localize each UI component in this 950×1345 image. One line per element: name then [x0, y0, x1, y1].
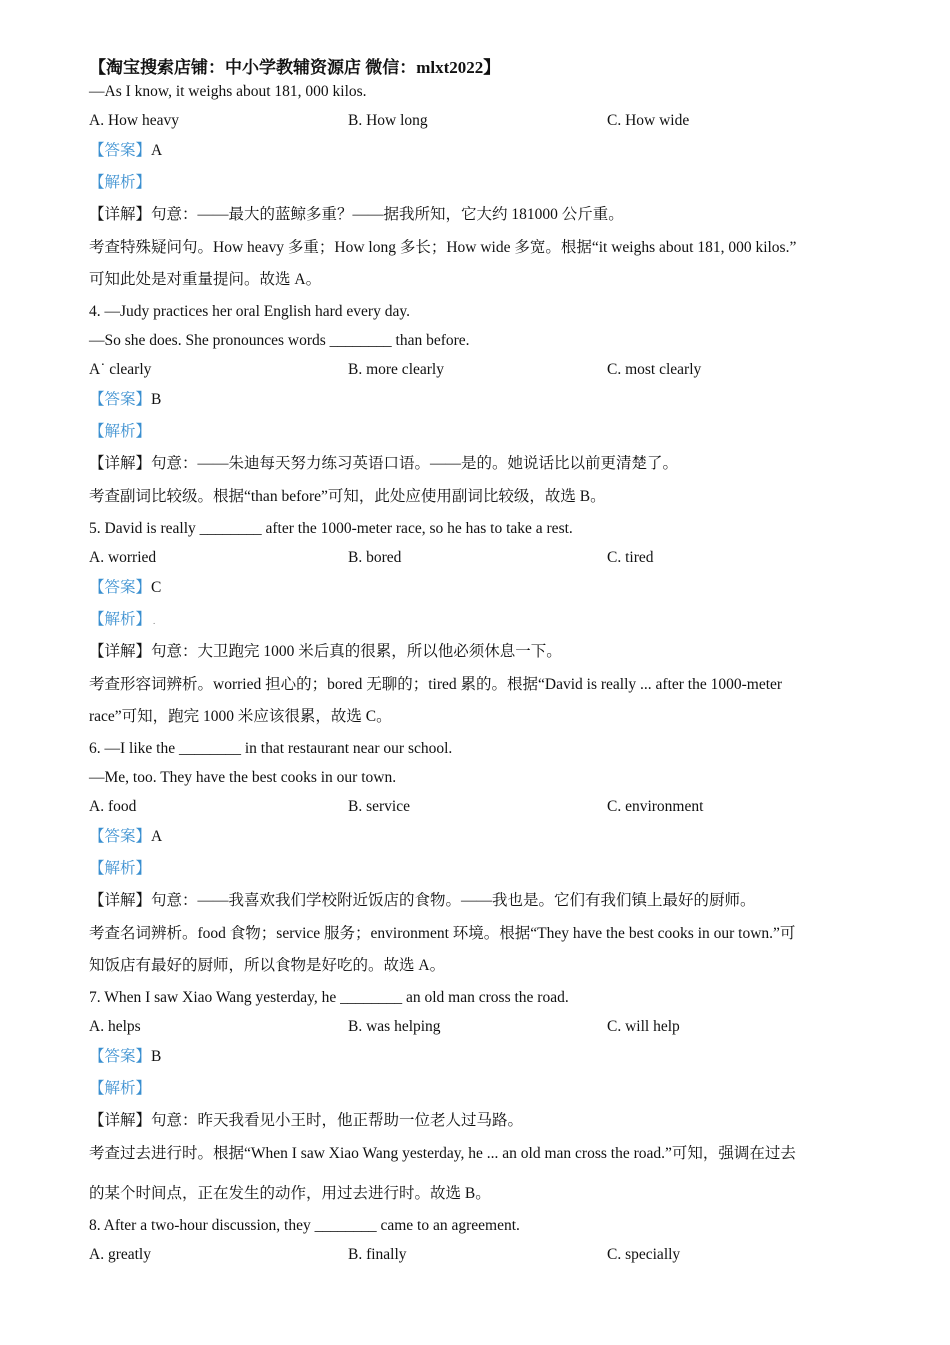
explanation-line: 考查名词辨析。food 食物；service 服务；environment 环境。根据“They have the best cooks in our town.”可: [89, 925, 796, 942]
detail-text: 句意：——朱迪每天努力练习英语口语。——是的。她说话比以前更清楚了。: [151, 455, 679, 472]
analysis-tag: 【解析】: [89, 611, 152, 628]
question-stem: 4. —Judy practices her oral English hard every day.: [89, 303, 410, 320]
option-a: A. worried: [89, 549, 157, 566]
detail-text: 句意：昨天我看见小王时，他正帮助一位老人过马路。: [151, 1112, 524, 1129]
explanation-line: 的某个时间点，正在发生的动作，用过去进行时。故选 B。: [89, 1185, 491, 1202]
option-b: B. How long: [348, 112, 428, 129]
detail-tag: 【详解】: [89, 643, 152, 660]
explanation-line: 考查特殊疑问句。How heavy 多重；How long 多长；How wide 多宽。根据“it weighs about 181, 000 kilos.”: [89, 239, 797, 256]
answer-tag: 【答案】: [89, 828, 152, 845]
detail-tag: 【详解】: [89, 1112, 152, 1129]
detail-tag: 【详解】: [89, 206, 152, 223]
analysis-line: [89, 610, 155, 631]
analysis-tag: 【解析】: [89, 174, 152, 191]
option-c: C. will help: [607, 1018, 680, 1035]
answer-tag: 【答案】: [89, 142, 152, 159]
option-a: A˙ clearly: [89, 361, 152, 378]
option-b: B. finally: [348, 1246, 407, 1263]
question-stem: —As I know, it weighs about 181, 000 kilos.: [89, 83, 367, 100]
explanation-line: 知饭店有最好的厨师，所以食物是好吃的。故选 A。: [89, 957, 446, 974]
detail-line: [89, 1111, 523, 1131]
question-stem: —Me, too. They have the best cooks in our town.: [89, 769, 397, 786]
explanation-line: 考查过去进行时。根据“When I saw Xiao Wang yesterday, he ... an old man cross the road.”可知，强调在过去: [89, 1145, 796, 1162]
question-stem: 7. When I saw Xiao Wang yesterday, he ________ an old man cross the road.: [89, 989, 569, 1006]
option-a: A. greatly: [89, 1246, 151, 1263]
answer-line: [89, 390, 161, 410]
option-b: B. bored: [348, 549, 402, 566]
answer-value: B: [151, 391, 162, 408]
page-header: 【淘宝搜索店铺：中小学教辅资源店 微信：mlxt2022】: [89, 58, 501, 77]
option-c: C. How wide: [607, 112, 690, 129]
option-b: B. more clearly: [348, 361, 444, 378]
detail-text: 句意：——最大的蓝鲸多重？——据我所知，它大约 181000 公斤重。: [151, 206, 624, 223]
question-stem: 6. —I like the ________ in that restaurant near our school.: [89, 740, 453, 757]
detail-tag: 【详解】: [89, 455, 152, 472]
detail-text: 句意：——我喜欢我们学校附近饭店的食物。——我也是。它们有我们镇上最好的厨师。: [151, 892, 756, 909]
option-a: A. food: [89, 798, 137, 815]
detail-line: [89, 205, 624, 225]
question-stem: 5. David is really ________ after the 1000-meter race, so he has to take a rest.: [89, 520, 573, 537]
option-b: B. was helping: [348, 1018, 441, 1035]
answer-line: [89, 827, 162, 847]
answer-value: B: [151, 1048, 162, 1065]
answer-line: [89, 1047, 161, 1067]
answer-line: [89, 141, 162, 161]
detail-line: [89, 454, 678, 474]
option-a: A. helps: [89, 1018, 141, 1035]
explanation-line: 可知此处是对重量提问。故选 A。: [89, 271, 322, 288]
detail-text: 句意：大卫跑完 1000 米后真的很累，所以他必须休息一下。: [151, 643, 562, 660]
explanation-line: race”可知，跑完 1000 米应该很累，故选 C。: [89, 708, 392, 725]
answer-tag: 【答案】: [89, 391, 152, 408]
analysis-tag: 【解析】: [89, 860, 152, 877]
analysis-mark: .: [153, 616, 156, 626]
analysis-tag: 【解析】: [89, 1080, 152, 1097]
analysis-tag: 【解析】: [89, 423, 152, 440]
option-a: A. How heavy: [89, 112, 179, 129]
answer-tag: 【答案】: [89, 1048, 152, 1065]
explanation-line: 考查副词比较级。根据“than before”可知，此处应使用副词比较级，故选 B。: [89, 488, 606, 505]
option-c: C. most clearly: [607, 361, 702, 378]
answer-tag: 【答案】: [89, 579, 152, 596]
answer-line: [89, 578, 161, 598]
answer-value: A: [151, 142, 163, 159]
answer-value: C: [151, 579, 162, 596]
explanation-line: 考查形容词辨析。worried 担心的；bored 无聊的；tired 累的。根据“David is really ... after the 1000-meter: [89, 676, 783, 693]
option-c: C. specially: [607, 1246, 681, 1263]
detail-line: [89, 642, 562, 662]
option-c: C. environment: [607, 798, 704, 815]
question-stem: —So she does. She pronounces words ________ than before.: [89, 332, 470, 349]
answer-value: A: [151, 828, 163, 845]
question-stem: 8. After a two-hour discussion, they ________ came to an agreement.: [89, 1217, 520, 1234]
detail-tag: 【详解】: [89, 892, 152, 909]
option-c: C. tired: [607, 549, 654, 566]
option-b: B. service: [348, 798, 410, 815]
detail-line: [89, 891, 756, 911]
